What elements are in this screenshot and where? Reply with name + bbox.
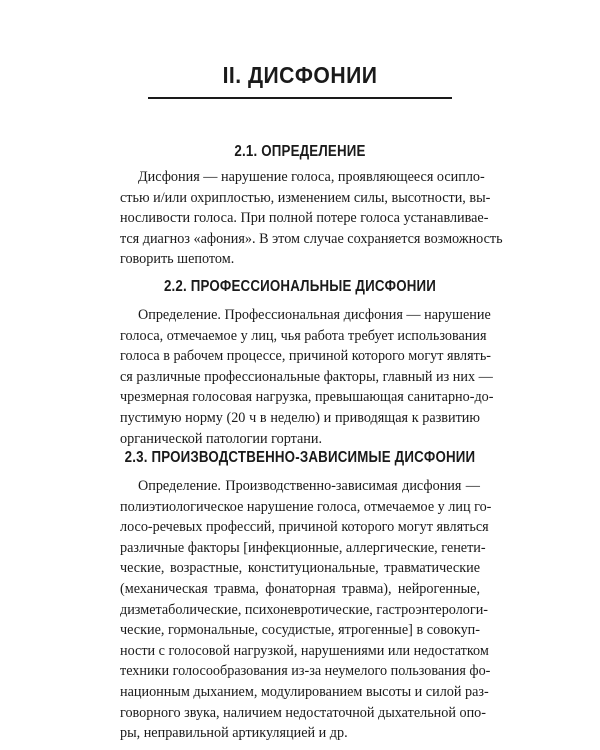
paragraph-line: национным дыханием, модулированием высоты и силой раз-: [120, 683, 489, 700]
paragraph-line: голоса, отмечаемое у лиц, чья работа требует использования: [120, 327, 487, 344]
section-heading-work-related-dysphonia: 2.3. ПРОИЗВОДСТВЕННО-ЗАВИСИМЫЕ ДИСФОНИИ: [124, 449, 476, 466]
paragraph-line: Определение. Профессиональная дисфония — нарушение: [138, 307, 491, 323]
paragraph-line: органической патологии гортани.: [120, 430, 323, 447]
paragraph-line: ности с голосовой нагрузкой, нарушениями или недостатком: [120, 642, 489, 659]
paragraph-line: Дисфония — нарушение голоса, проявляющееся осипло-: [138, 169, 485, 185]
paragraph-line: голоса в рабочем процессе, причиной которого могут являть-: [120, 348, 492, 365]
paragraph-line: стью и/или охриплостью, изменением силы, высотности, вы-: [120, 189, 491, 206]
section-body-definition: [120, 167, 503, 270]
section-heading-professional-dysphonia: 2.2. ПРОФЕССИОНАЛЬНЫЕ ДИСФОНИИ: [163, 278, 437, 295]
section-body-professional-dysphonia: [120, 305, 494, 449]
paragraph-line: различные факторы [инфекционные, аллергические, генети-: [120, 539, 486, 556]
paragraph-line: ческие, возрастные, конституциональные, травматические: [120, 560, 480, 577]
paragraph-line: Определение. Производственно-зависимая дисфония —: [138, 478, 480, 494]
paragraph-line: говорить шепотом.: [120, 251, 235, 268]
paragraph-line: пустимую норму (20 ч в неделю) и приводящая к развитию: [120, 409, 480, 426]
paragraph-line: говорного звука, наличием недостаточной дыхательной опо-: [120, 704, 486, 721]
paragraph-line: ческие, гормональные, сосудистые, ятрогенные] в совокуп-: [120, 622, 480, 639]
paragraph-line: лосо-речевых профессий, причиной которого могут являться: [120, 519, 489, 536]
chapter-title: II. ДИСФОНИИ: [222, 62, 378, 88]
paragraph-line: ся различные профессиональные факторы, главный из них —: [120, 368, 493, 385]
section-body-work-related-dysphonia: [120, 476, 492, 744]
paragraph-line: чрезмерная голосовая нагрузка, превышающая санитарно-до-: [120, 389, 494, 406]
paragraph-line: носливости голоса. При полной потере голоса устанавливае-: [120, 210, 489, 227]
paragraph-line: техники голосообразования из-за неумелого пользования фо-: [120, 663, 491, 680]
chapter-title-rule: [148, 97, 452, 99]
paragraph-line: дизметаболические, психоневротические, гастроэнтерологи-: [120, 601, 489, 618]
paragraph-line: ры, неправильной артикуляцией и др.: [120, 725, 348, 742]
paragraph-line: полиэтиологическое нарушение голоса, отмечаемое у лиц го-: [120, 498, 492, 515]
paragraph-line: тся диагноз «афония». В этом случае сохраняется возможность: [120, 230, 503, 247]
paragraph-line: (механическая травма, фонаторная травма), нейрогенные,: [120, 580, 480, 597]
section-heading-definition: 2.1. ОПРЕДЕЛЕНИЕ: [234, 143, 366, 160]
